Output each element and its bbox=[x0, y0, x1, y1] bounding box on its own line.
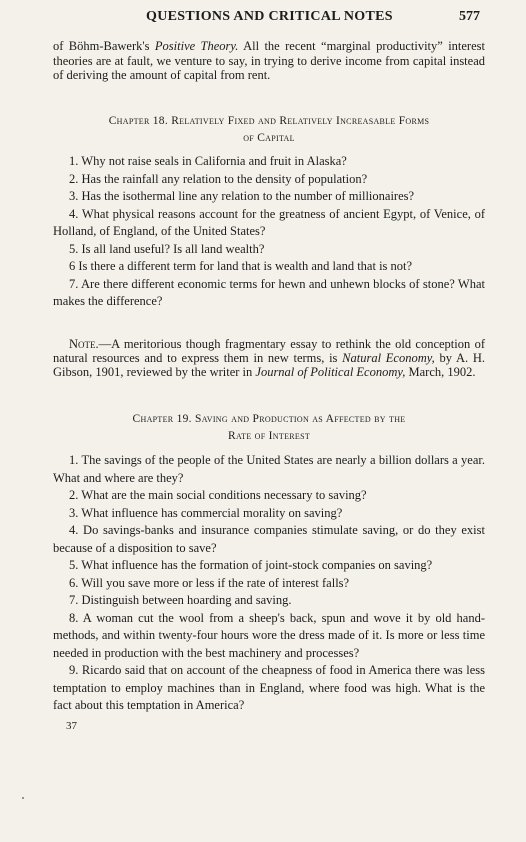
question-item: 2. What are the main social conditions necessary to saving? bbox=[69, 488, 367, 502]
question-item: 4. Do savings-banks and insurance companies stimulate saving, or do they exist because of a disposition to save? bbox=[53, 523, 485, 555]
question-item: 2. Has the rainfall any relation to the density of population? bbox=[69, 171, 368, 186]
intro-paragraph bbox=[53, 39, 485, 83]
chapter18-heading bbox=[53, 113, 485, 147]
question-item: 3. Has the isothermal line any relation to the number of millionaires? bbox=[69, 189, 415, 203]
note-book-2: Journal of Political Economy, bbox=[255, 365, 406, 379]
chapter19-heading bbox=[53, 411, 485, 445]
note-text-3: March, 1902. bbox=[405, 365, 476, 379]
question-item: 3. What influence has commercial morality on saving? bbox=[69, 505, 343, 520]
question-item: 5. What influence has the formation of joint-stock companies on saving? bbox=[69, 558, 433, 572]
question-item: 7. Distinguish between hoarding and saving. bbox=[69, 593, 292, 607]
signature-mark: 37 bbox=[66, 720, 77, 732]
chapter18-heading-line2: of Capital bbox=[243, 132, 295, 144]
intro-pre: of Böhm-Bawerk's bbox=[53, 39, 155, 53]
running-header bbox=[0, 9, 526, 29]
note-text-1: —A meritorious though fragmentary essay to rethink the old conception of natural resources and to express them in new terms, is bbox=[53, 337, 485, 365]
question-item: 6 Is there a different term for land that is wealth and land that is not? bbox=[69, 259, 413, 273]
chapter18-questions bbox=[53, 153, 485, 311]
question-item: 7. Are there different economic terms for hewn and unhewn blocks of stone? What makes the difference? bbox=[53, 276, 485, 308]
chapter18-note bbox=[53, 337, 485, 379]
intro-book-title: Positive Theory. bbox=[154, 39, 239, 53]
chapter19-heading-line1: Chapter 19. Saving and Production as Affected by the bbox=[132, 413, 406, 425]
paper-speck bbox=[22, 797, 24, 799]
question-item: 9. Ricardo said that on account of the cheapness of food in America there was less temptation to employ machines than in England, where food was high. What is the fact about this temptation in America? bbox=[53, 663, 485, 712]
running-title: QUESTIONS AND CRITICAL NOTES bbox=[146, 9, 393, 24]
chapter19-questions bbox=[53, 452, 485, 715]
note-text-2: by A. H. Gibson, 1901, reviewed by the writer in bbox=[53, 351, 486, 379]
note-label: Note. bbox=[69, 337, 99, 351]
chapter18-heading-line1: Chapter 18. Relatively Fixed and Relatively Increasable Forms bbox=[108, 115, 430, 127]
question-item: 6. Will you save more or less if the rate of interest falls? bbox=[69, 575, 350, 590]
question-item: 1. Why not raise seals in California and fruit in Alaska? bbox=[69, 154, 347, 168]
page-number: 577 bbox=[459, 9, 480, 24]
intro-post: All the recent “marginal productivity” interest theories are at fault, we venture to say, in trying to derive income from capital instead of deriving the amount of capital from rent. bbox=[53, 39, 485, 82]
question-item: 4. What physical reasons account for the greatness of ancient Egypt, of Venice, of Holland, of England, of the United States? bbox=[53, 206, 485, 238]
note-book-1: Natural Economy, bbox=[342, 351, 435, 365]
note-text bbox=[53, 337, 485, 379]
question-item: 1. The savings of the people of the United States are nearly a billion dollars a year. What and where are they? bbox=[53, 453, 485, 485]
question-item: 8. A woman cut the wool from a sheep's back, spun and wove it by old hand-methods, and within twenty-four hours wore the dress made of it. Is more or less time needed in production with the best machinery and processes? bbox=[53, 610, 485, 660]
chapter19-heading-line2: Rate of Interest bbox=[227, 430, 311, 442]
intro-text bbox=[53, 39, 485, 83]
question-item: 5. Is all land useful? Is all land wealth? bbox=[69, 241, 265, 256]
